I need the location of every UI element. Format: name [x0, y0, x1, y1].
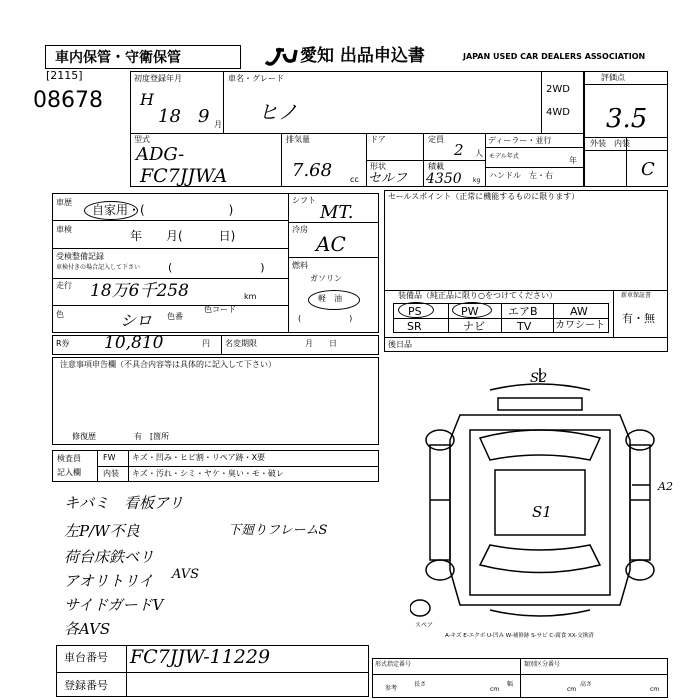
inspector-label1: 検査員	[57, 454, 81, 463]
name-change-label: 名変期限	[225, 339, 257, 348]
fw-label: FW	[103, 453, 116, 462]
diagram-mark-s2: S2	[530, 371, 548, 386]
fuel-gas: ガソリン	[310, 274, 342, 283]
handle-label: ハンドル 左・右	[489, 171, 553, 180]
vehicle-name: ヒノ	[258, 100, 298, 124]
length-unit: cm	[490, 686, 500, 693]
recycle-label: R券	[56, 339, 70, 348]
ref-label: 参考	[385, 685, 398, 692]
width-unit: cm	[567, 686, 577, 693]
inspection-value: 年 月( 日)	[130, 229, 236, 243]
name-change-value: 月 日	[305, 339, 337, 348]
equip-navi: ナビ	[463, 320, 485, 333]
equip-sr: SR	[407, 320, 422, 333]
association-en: JAPAN USED CAR DEALERS ASSOCIATION	[463, 52, 646, 61]
class-label: 類別区分番号	[524, 661, 561, 668]
diagram-mark-s1: S1	[532, 503, 552, 521]
lot-code: [2115]	[46, 69, 83, 82]
chassis-label: 車台番号	[64, 651, 108, 664]
mileage-unit: km	[244, 292, 257, 301]
height-label: 高さ	[580, 681, 593, 688]
color-label: 色	[56, 310, 64, 319]
remark-line-6: 各AVS	[64, 620, 111, 638]
interior-text: キズ・汚れ・シミ・ヤケ・臭い・モ・破レ	[132, 469, 284, 478]
equip-tv: TV	[517, 320, 532, 333]
remark-line-3: 荷台床鉄ベリ	[64, 548, 155, 566]
equip-airbag: エアB	[508, 305, 538, 318]
sales-point-header: セールスポイント（正常に機能するものに限ります）	[388, 192, 580, 201]
displacement: 7.68	[292, 160, 333, 181]
dealer-label: ディーラー・並行	[488, 136, 552, 145]
fw-text: キズ・凹み・ヒビ割・リペア跡・X要	[132, 453, 266, 462]
diagram-mark-a2: A2	[658, 480, 673, 493]
name-label: 車名・グレード	[228, 74, 284, 83]
interior-grade: C	[641, 159, 655, 180]
new-car-warranty-label: 新車保証書	[621, 292, 652, 299]
color-value: シロ	[120, 311, 153, 330]
era: H	[140, 90, 154, 109]
remark-line-5: サイドガードV	[64, 596, 164, 614]
remark-frame-note: 下廻りフレームS	[228, 523, 328, 538]
load-label: 積載	[428, 162, 444, 171]
equip-pw: PW	[461, 305, 479, 318]
model-label: 型式	[134, 135, 150, 144]
ext-int-label: 外装 内装	[590, 139, 630, 148]
warranty-label: 受検整備記録	[56, 252, 104, 261]
mileage-value: 18万6千258	[90, 281, 189, 301]
model-line2: FC7JJWA	[140, 165, 228, 187]
car-diagram	[410, 360, 670, 632]
storage-label: 車内保管・守衛保管	[55, 50, 181, 66]
lot-number: 08678	[33, 88, 103, 113]
equip-aw: AW	[570, 305, 588, 318]
registration-label: 登録番号	[64, 679, 108, 692]
equipment-header: 装備品（純正品に限り○をつけてください）	[398, 291, 557, 300]
door-label: ドア	[370, 135, 386, 144]
fuel-paren: ( )	[298, 314, 353, 323]
year-unit: 年	[569, 156, 577, 165]
recycle-unit: 円	[202, 339, 210, 348]
length-label: 長さ	[414, 681, 427, 688]
capacity-unit: 人	[475, 149, 483, 158]
interior-label: 内装	[103, 469, 119, 478]
aftermarket-label: 後日品	[388, 340, 412, 349]
equip-ps-circle	[398, 302, 434, 318]
ju-logo	[262, 46, 298, 68]
remark-line-4: アオリトリイ	[64, 572, 154, 590]
remark-line-1: キバミ 看板アリ	[64, 494, 184, 512]
body-label: 形状	[370, 162, 386, 171]
cooling-label: 冷房	[292, 225, 308, 234]
grade-score: 3.5	[606, 104, 648, 134]
shift-value: MT.	[320, 202, 354, 223]
notes-header: 注意事項申告欄（不具合内容等は具体的に記入して下さい）	[60, 360, 276, 369]
model-line1: ADG-	[136, 144, 185, 165]
repair-value: 有 [箇所	[134, 432, 170, 441]
load: 4350	[426, 171, 462, 187]
chassis-value: FC7JJW-11229	[130, 646, 271, 668]
equip-ps: PS	[408, 305, 422, 318]
capacity: 2	[454, 141, 464, 159]
remark-avs-note: AVS	[172, 567, 200, 582]
repair-label: 修復歴	[72, 432, 96, 441]
reg-year: 18	[158, 106, 181, 127]
type-value: 自家用・( )	[92, 203, 234, 217]
notes-box	[52, 357, 379, 445]
model-year-label: モデル年式	[489, 153, 519, 160]
body: セルフ	[368, 171, 408, 186]
inspection-label: 車検	[56, 225, 72, 234]
drive-4wd: 4WD	[546, 107, 570, 118]
capacity-label: 定員	[428, 135, 444, 144]
fuel-label: 燃料	[292, 261, 308, 270]
color-num-label: 色番	[167, 312, 183, 321]
spare-label: スペア	[415, 622, 434, 629]
type-label: 車歴	[56, 198, 72, 207]
height-unit: cm	[650, 686, 660, 693]
color-code-label: 色コード	[204, 305, 236, 314]
cc-unit: cc	[350, 175, 359, 184]
cooling-value: AC	[316, 232, 346, 256]
first-reg-label: 初度登録年月	[134, 74, 182, 83]
month-unit: 月	[214, 120, 222, 129]
warranty-paren: ( )	[168, 261, 265, 274]
fuel-diesel: 軽 油	[318, 294, 342, 303]
recycle-value: 10,810	[104, 333, 164, 353]
drive-2wd: 2WD	[546, 84, 570, 95]
displacement-label: 排気量	[286, 135, 310, 144]
equip-leather: カワシート	[555, 320, 605, 331]
inspector-label2: 記入欄	[57, 468, 81, 477]
damage-legend: A-キズ E-エクボ U-凹み W-補修跡 S-サビ C-腐食 XX-交換済	[445, 633, 594, 639]
grade-title: 評価点	[601, 73, 625, 82]
load-unit: kg	[473, 177, 481, 184]
association-jp: 愛知 出品申込書	[300, 46, 425, 66]
equip-pw-circle	[452, 302, 492, 318]
width-label: 幅	[507, 681, 514, 688]
mileage-label: 走行	[56, 281, 72, 290]
warranty-sub: 車検付きの場合記入して下さい	[56, 264, 141, 271]
form-label: 形式指定番号	[375, 661, 412, 668]
remark-line-2: 左P/W不良	[64, 522, 140, 540]
reg-month: 9	[198, 106, 210, 127]
new-car-warranty-value: 有・無	[622, 312, 655, 325]
shift-label: シフト	[292, 196, 316, 205]
